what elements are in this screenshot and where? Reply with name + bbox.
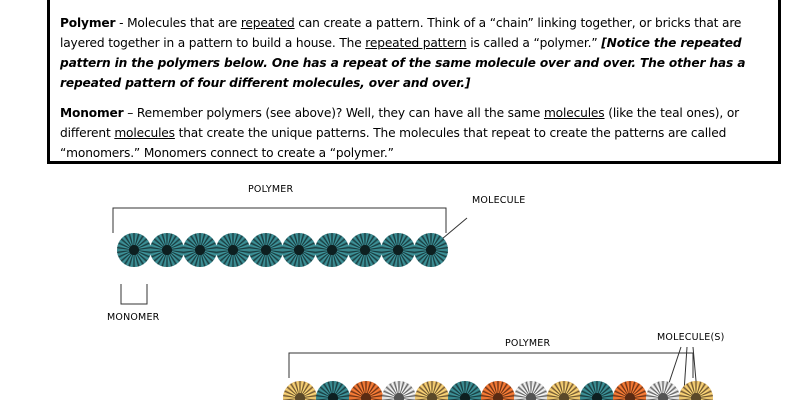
- underlined-molecules-2: molecules: [114, 126, 175, 140]
- polymer-bracket-2: [289, 353, 693, 378]
- molecule-bead-orange: [349, 381, 383, 400]
- molecule-bead-teal: [348, 233, 382, 267]
- molecule-bead-gray: [514, 381, 548, 400]
- monomer-bracket: [121, 284, 147, 304]
- polymer-label-1: POLYMER: [248, 184, 294, 195]
- polymer-chain-1: [117, 233, 448, 267]
- monomer-label: MONOMER: [107, 312, 160, 323]
- molecule-bead-teal: [183, 233, 217, 267]
- molecule-bead-gray: [646, 381, 680, 400]
- monomer-definition: Monomer – Remember polymers (see above)? Well, they can have all the same molecules (like the teal ones), or different molecules that create the unique patterns. The molecules that repeat to create the patterns are called “monomers.” Monomers connect to create a “polymer.”: [60, 106, 740, 160]
- monomer-term: Monomer: [60, 106, 124, 120]
- molecule-bead-teal: [316, 381, 350, 400]
- polymer-term: Polymer: [60, 16, 116, 30]
- polymer-note: [Notice the repeated pattern in the polymers below. One has a repeat of the same molecule over and over. The other has a repeated pattern of four different molecules, over and over.]: [60, 36, 746, 90]
- molecule-bead-teal: [249, 233, 283, 267]
- polymer-definition: Polymer - Molecules that are repeated can create a pattern. Think of a “chain” linking together, or bricks that are layered together in a pattern to build a house. The repeated pattern is called a “polymer.” [Notice the repeated pattern in the polymers below. One has a repeat of the same molecule over and over. The other has a repeated pattern of four different molecules, over and over.]: [60, 16, 746, 90]
- molecule-bead-gold: [415, 381, 449, 400]
- molecule-bead-teal: [381, 233, 415, 267]
- polymer-label-2: POLYMER: [505, 338, 551, 349]
- molecule-bead-gold: [547, 381, 581, 400]
- molecule-bead-orange: [613, 381, 647, 400]
- underlined-repeated-pattern: repeated pattern: [365, 36, 467, 50]
- molecule-bead-teal: [150, 233, 184, 267]
- molecule-bead-teal: [414, 233, 448, 267]
- molecule-bead-orange: [481, 381, 515, 400]
- polymer-bracket-1: [113, 208, 446, 233]
- underlined-repeated: repeated: [240, 16, 295, 30]
- molecule-label-2: MOLECULE(S): [657, 332, 725, 343]
- molecule-bead-teal: [117, 233, 151, 267]
- underlined-molecules-1: molecules: [543, 106, 605, 120]
- molecule-bead-teal: [580, 381, 614, 400]
- molecule-bead-teal: [216, 233, 250, 267]
- polymer-chain-2: [283, 381, 713, 400]
- molecule-bead-teal: [315, 233, 349, 267]
- molecule-bead-gold: [283, 381, 317, 400]
- molecule-bead-teal: [282, 233, 316, 267]
- molecule-bead-teal: [448, 381, 482, 400]
- molecule-label-1: MOLECULE: [472, 195, 526, 206]
- molecule-bead-gray: [382, 381, 416, 400]
